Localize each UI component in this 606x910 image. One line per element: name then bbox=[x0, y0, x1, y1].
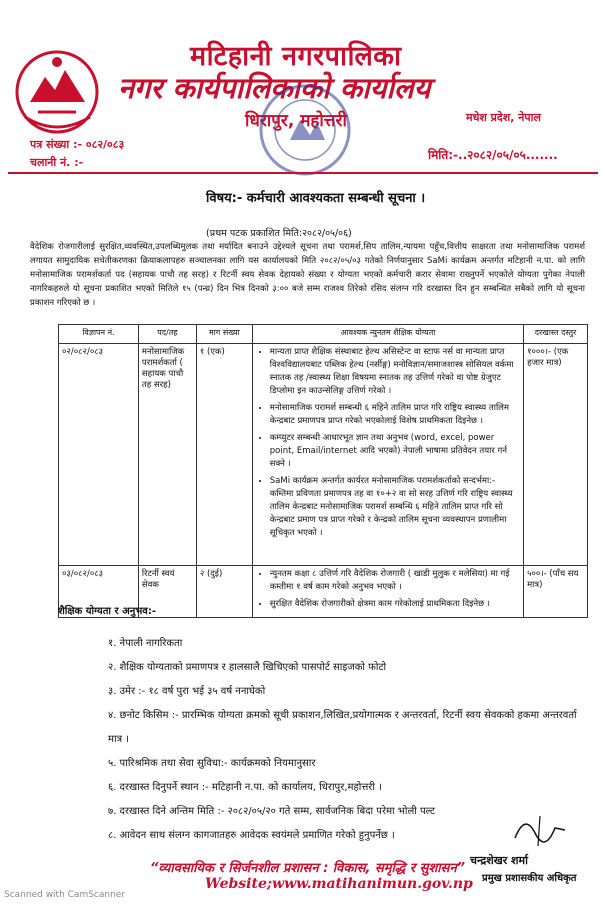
application-fee: ५००।- (पाँच सय मात्र) bbox=[524, 566, 588, 618]
scanner-watermark: Scanned with CamScanner bbox=[4, 890, 126, 900]
handwritten-signature bbox=[510, 808, 570, 848]
qualifications-heading: शैक्षिक योग्यता र अनुभव:- bbox=[58, 606, 156, 617]
list-item: ३. उमेर :- १८ वर्ष पुरा भई ३५ वर्ष ननाघेको bbox=[108, 686, 266, 697]
post-count: २ (दुई) bbox=[196, 566, 252, 618]
qualification-item: • न्युनतम कक्षा ८ उत्तिर्ण गरि वैदेशिक रोजगारी ( खाडी मुलुक र मलेसिया) मा गई कम्तीमा १ वर्ष काम गरेको अनुभव भएको । bbox=[270, 568, 520, 594]
office-name: नगर कार्यपालिकाको कार्यालय bbox=[118, 71, 431, 105]
reference-number: पत्र संख्या :- ०८२/०८३ bbox=[30, 138, 125, 151]
office-stamp bbox=[255, 80, 355, 180]
list-item: ६. दरखास्त दिनुपर्ने स्थान :- मटिहानी न.पा. को कार्यालय, धिरापुर,महोत्तरी । bbox=[108, 782, 382, 793]
table-header-row bbox=[59, 325, 588, 344]
dispatch-number: चलानी नं. :- bbox=[30, 156, 84, 169]
table-row bbox=[59, 344, 588, 566]
list-item: १. नेपाली नागरिकता bbox=[108, 638, 183, 649]
province-label: मधेश प्रदेश, नेपाल bbox=[466, 111, 541, 124]
ad-number: ०३/०८२/०८३ bbox=[59, 566, 139, 618]
post-name: रिटर्नी स्वयं सेवक bbox=[138, 566, 196, 618]
office-location: धिरापुर, महोत्तरी bbox=[245, 111, 347, 131]
nepal-emblem-logo bbox=[10, 42, 105, 137]
website-link[interactable]: Website;www.matihanimun.gov.np bbox=[205, 876, 473, 892]
list-item: ७. दरखास्त दिने अन्तिम मिति :- २०८२/०५/२० गते सम्म, सार्वजनिक बिदा परेमा भोली पल्ट bbox=[108, 806, 436, 817]
qualifications-list bbox=[108, 632, 578, 848]
list-item: ४. छनोट किसिम :- प्रारम्भिक योग्यता क्रमको सूची प्रकाशन,लिखित,प्रयोगात्मक र अन्तरवर्ता, रिटर्नी स्वय सेवकको हकमा अन्तरवर्ता मात्र । bbox=[108, 710, 577, 745]
header-fee: दरखास्त दस्तुर bbox=[524, 325, 588, 344]
intro-paragraph: वैदेशिक रोजगारीलाई सुरक्षित,व्यवस्थित,उपलब्धिमुलक तथा मर्यादित बनाउने उद्देश्यले सूचना तथा परामर्श,सिप तालिम,न्यायमा पहुँच,वित्तीय साक्षरता तथा मनोसामाजिक परामर्श लगायत सामुदायिक सचेतीकरणका क्रियाकलापहरु सञ्चालनका लागि यस कार्यालयको मिति २०८२/०५/०३ गतेको निर्णयानुसार SaMi कार्यक्रम अन्तर्गत मटिहानी न.पा. को लागि मनोसामाजिक परामर्शकर्ता पद (सहायक पाचौ तह सरह) र रिटर्नी स्वय सेवक देहायको संख्या र योग्यता भएको कर्मचारी करार सेवामा राख्नुपर्ने भएकोले योग्यता पुगेका नेपाली नागरिकहरुले यो सूचना प्रकाशित भएको मितिले १५ (पन्ध्र) दिन भित्र दिनको ३:०० बजे सम्म राजश्व तिरेको रसिद संलग्न गरि दरखास्त दिन हुन सम्बन्धित सबैको लागि यो सूचना प्रकाशन गरिएको छ । bbox=[30, 242, 585, 308]
post-name: मनोसामाजिक परामर्शकर्ता ( सहायक पाचौ तह सरह) bbox=[138, 344, 196, 566]
post-count: १ (एक) bbox=[196, 344, 252, 566]
list-item: २. शैक्षिक योग्यताको प्रमाणपत्र र हालसालै खिचिएको पासपोर्ट साइजको फोटो bbox=[108, 662, 387, 673]
header-ad-no: विज्ञापन नं. bbox=[59, 325, 139, 344]
ad-number: ०२/०८२/०८३ bbox=[59, 344, 139, 566]
header-divider bbox=[8, 172, 598, 174]
qualification-item: • मान्यता प्राप्त शैक्षिक संस्थाबाट हेल्थ असिस्टेन्ट वा स्टाफ नर्स वा मान्यता प्राप्त विश्वविद्यालयबाट पब्लिक हेल्थ (नर्सीङ्ग) मनोविज्ञान/समाजशास्त्र सोसियल वर्कमा स्नातक तह /स्वास्थ्य शिक्षा विषयमा स्नातक तह उत्तिर्ण गरेको वा पोष्ट ग्रेजुएट डिप्लोमा इन काउन्सेलिङ्ग उत्तिर्ण गरेको । bbox=[270, 346, 520, 398]
qualification-item: • सुरक्षित वैदेशिक रोजगारीको क्षेत्रमा काम गरेकोलाई प्राथमिकता दिइनेछ । bbox=[270, 598, 520, 611]
vacancy-table bbox=[58, 324, 588, 618]
header-count: माग संख्या bbox=[196, 325, 252, 344]
signer-title: प्रमुख प्रशासकीय अधिकृत bbox=[482, 873, 577, 884]
signer-name: चन्द्रशेखर शर्मा bbox=[470, 854, 528, 867]
list-item: ५. पारिश्रमिक तथा सेवा सुविधा:- कार्यक्रमको नियमानुसार bbox=[108, 758, 316, 769]
letter-date: मिति:-..२०८२/०५/०५....... bbox=[428, 148, 558, 162]
municipality-name: मटिहानी नगरपालिका bbox=[190, 41, 402, 72]
qualification-cell bbox=[252, 566, 523, 618]
qualification-item: • SaMi कार्यक्रम अन्तर्गत कार्यरत मनोसामाजिक परामर्शकर्ताको सन्दर्भमा:- कम्तिमा प्रविणता प्रमाणपत्र तह वा १०+२ वा सो सरह उत्तिर्ण गरि राष्ट्रिय स्वास्थ्य तालिम केन्द्रबाट मनोसामाजिक परामर्श सम्बन्धि ६ महिने तालिम प्राप्त गरि सो केन्द्रबाट प्रमाण पत्र प्राप्त गरेको र केन्द्रको तालिम सूचना व्यवस्थापन प्रणालीमा सूचिकृत भएको । bbox=[270, 475, 520, 540]
qualification-item: • कम्प्युटर सम्बन्धी आधारभूत ज्ञान तथा अनुभव (word, excel, power point, Email/internet आदि भएको) नेपाली भाषामा प्रतिवेदन तयार गर्न सक्ने । bbox=[270, 432, 520, 471]
subject-line: विषय:- कर्मचारी आवश्यकता सम्बन्धी सूचना । bbox=[206, 191, 426, 206]
list-item: ८. आवेदन साथ संलग्न कागजातहरु आवेदक स्वयंमले प्रमाणित गरेको हुनुपर्नेछ । bbox=[108, 830, 395, 841]
publication-date: (प्रथम पटक प्रकाशित मिति:२०८२/०५/०६) bbox=[206, 228, 352, 239]
application-fee: १०००।- (एक हजार मात्र) bbox=[524, 344, 588, 566]
header-post: पद/तह bbox=[138, 325, 196, 344]
qualification-cell bbox=[252, 344, 523, 566]
qualification-item: • मनोसामाजिक परामर्श सम्बन्धी ६ महिने तालिम प्राप्त गरि राष्ट्रिय स्वास्थ्य तालिम केन्द्रबाट प्रमाणपत्र प्राप्त गरेको भएकोलाई विशेष प्राथमिकता दिइनेछ । bbox=[270, 402, 520, 428]
header-qualification: आवश्यक न्युनतम शैक्षिक योग्यता bbox=[252, 325, 523, 344]
slogan: “व्यावसायिक र सिर्जनशील प्रशासन : विकास, समृद्धि र सुशासन” bbox=[150, 861, 466, 876]
